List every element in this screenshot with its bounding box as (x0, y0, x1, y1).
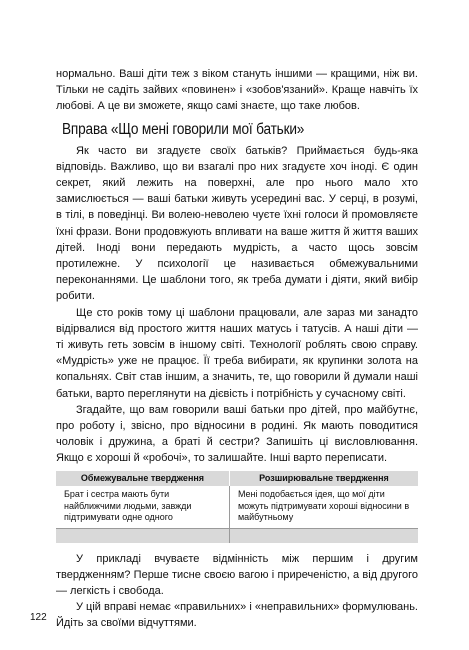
paragraph-2: Ще сто років тому ці шаблони працювали, але зараз ми занадто відірвалися від простого життя наших матусь і татусів. А наші діти — ті живуть геть зовсім в іншому світі. Технології роблять свою справу. «Мудрість» уже не працює. Її треба вибирати, як крупинки золота на копальнях. Світ став іншим, а значить, те, що говорили й думали наші батьки, варто переглянути на дієвість і потрібність у сучасному світі. (56, 306, 418, 400)
section-title: Вправа «Що мені говорили мої батьки» (62, 120, 305, 138)
page-content (56, 66, 418, 632)
paragraph-4: У прикладі вчуваєте відмінність між першим і другим твердженням? Перше тисне своєю вагою і приреченістю, а від другого — легкість і свобода. (56, 552, 418, 598)
table-footer-bar (56, 528, 418, 543)
table-header-limiting: Обмежувальне твердження (56, 471, 229, 487)
table-row (56, 486, 418, 528)
paragraph-3: Згадайте, що вам говорили ваші батьки про дітей, про майбутнє, про роботу і, звісно, про відносини в родині. Як мають поводитися чоловік і дружина, а братi й сестри? Запишіть ці висловлювання. Якщо є хороші й «робочі», то залишайте. Інші варто переписати. (56, 403, 418, 465)
paragraph-5: У цій вправі немає «правильних» і «неправильних» формулювань. Йдіть за своїми відчуттями. (56, 601, 418, 630)
intro-paragraph: нормально. Ваші діти теж з віком стануть іншими — кращими, ніж ви. Тільки не садіть зайвих «повинен» і «зобов'язаний». Краще навчіть їх любові. А це ви зможете, якщо самі знаєте, що таке любов. (56, 68, 418, 113)
table-cell-expanding: Мені подобається ідея, що мої діти можуть підтримувати хороші відносини в майбутньому (229, 486, 418, 528)
table-header-row (56, 471, 418, 487)
table-cell-limiting: Брат і сестра мають бути найближчими людьми, завжди підтримувати одне одного (56, 486, 229, 528)
paragraph-1: Як часто ви згадуєте своїх батьків? Приймається будь-яка відповідь. Важливо, що ви взагалі про них згадуєте хоч іноді. Є один секрет, який лежить на поверхні, але про нього мало хто замислюється — ваші батьки живуть усередині вас. У серці, в розумі, в тілі, в поведінці. Ви волею-неволею чуєте їхні голоси й промовляєте їхні фрази. Вони продовжують впливати на ваше життя й життя ваших дітей. Іноді вони передають мудрість, а часто щось зовсім протилежне. У психології це називається обмежувальними переконаннями. Це шаблони того, як треба думати і діяти, який вибір робити. (56, 144, 418, 303)
table-header-expanding: Розширювальне твердження (229, 471, 418, 487)
page-number: 122 (30, 612, 47, 623)
statements-table (56, 471, 418, 543)
